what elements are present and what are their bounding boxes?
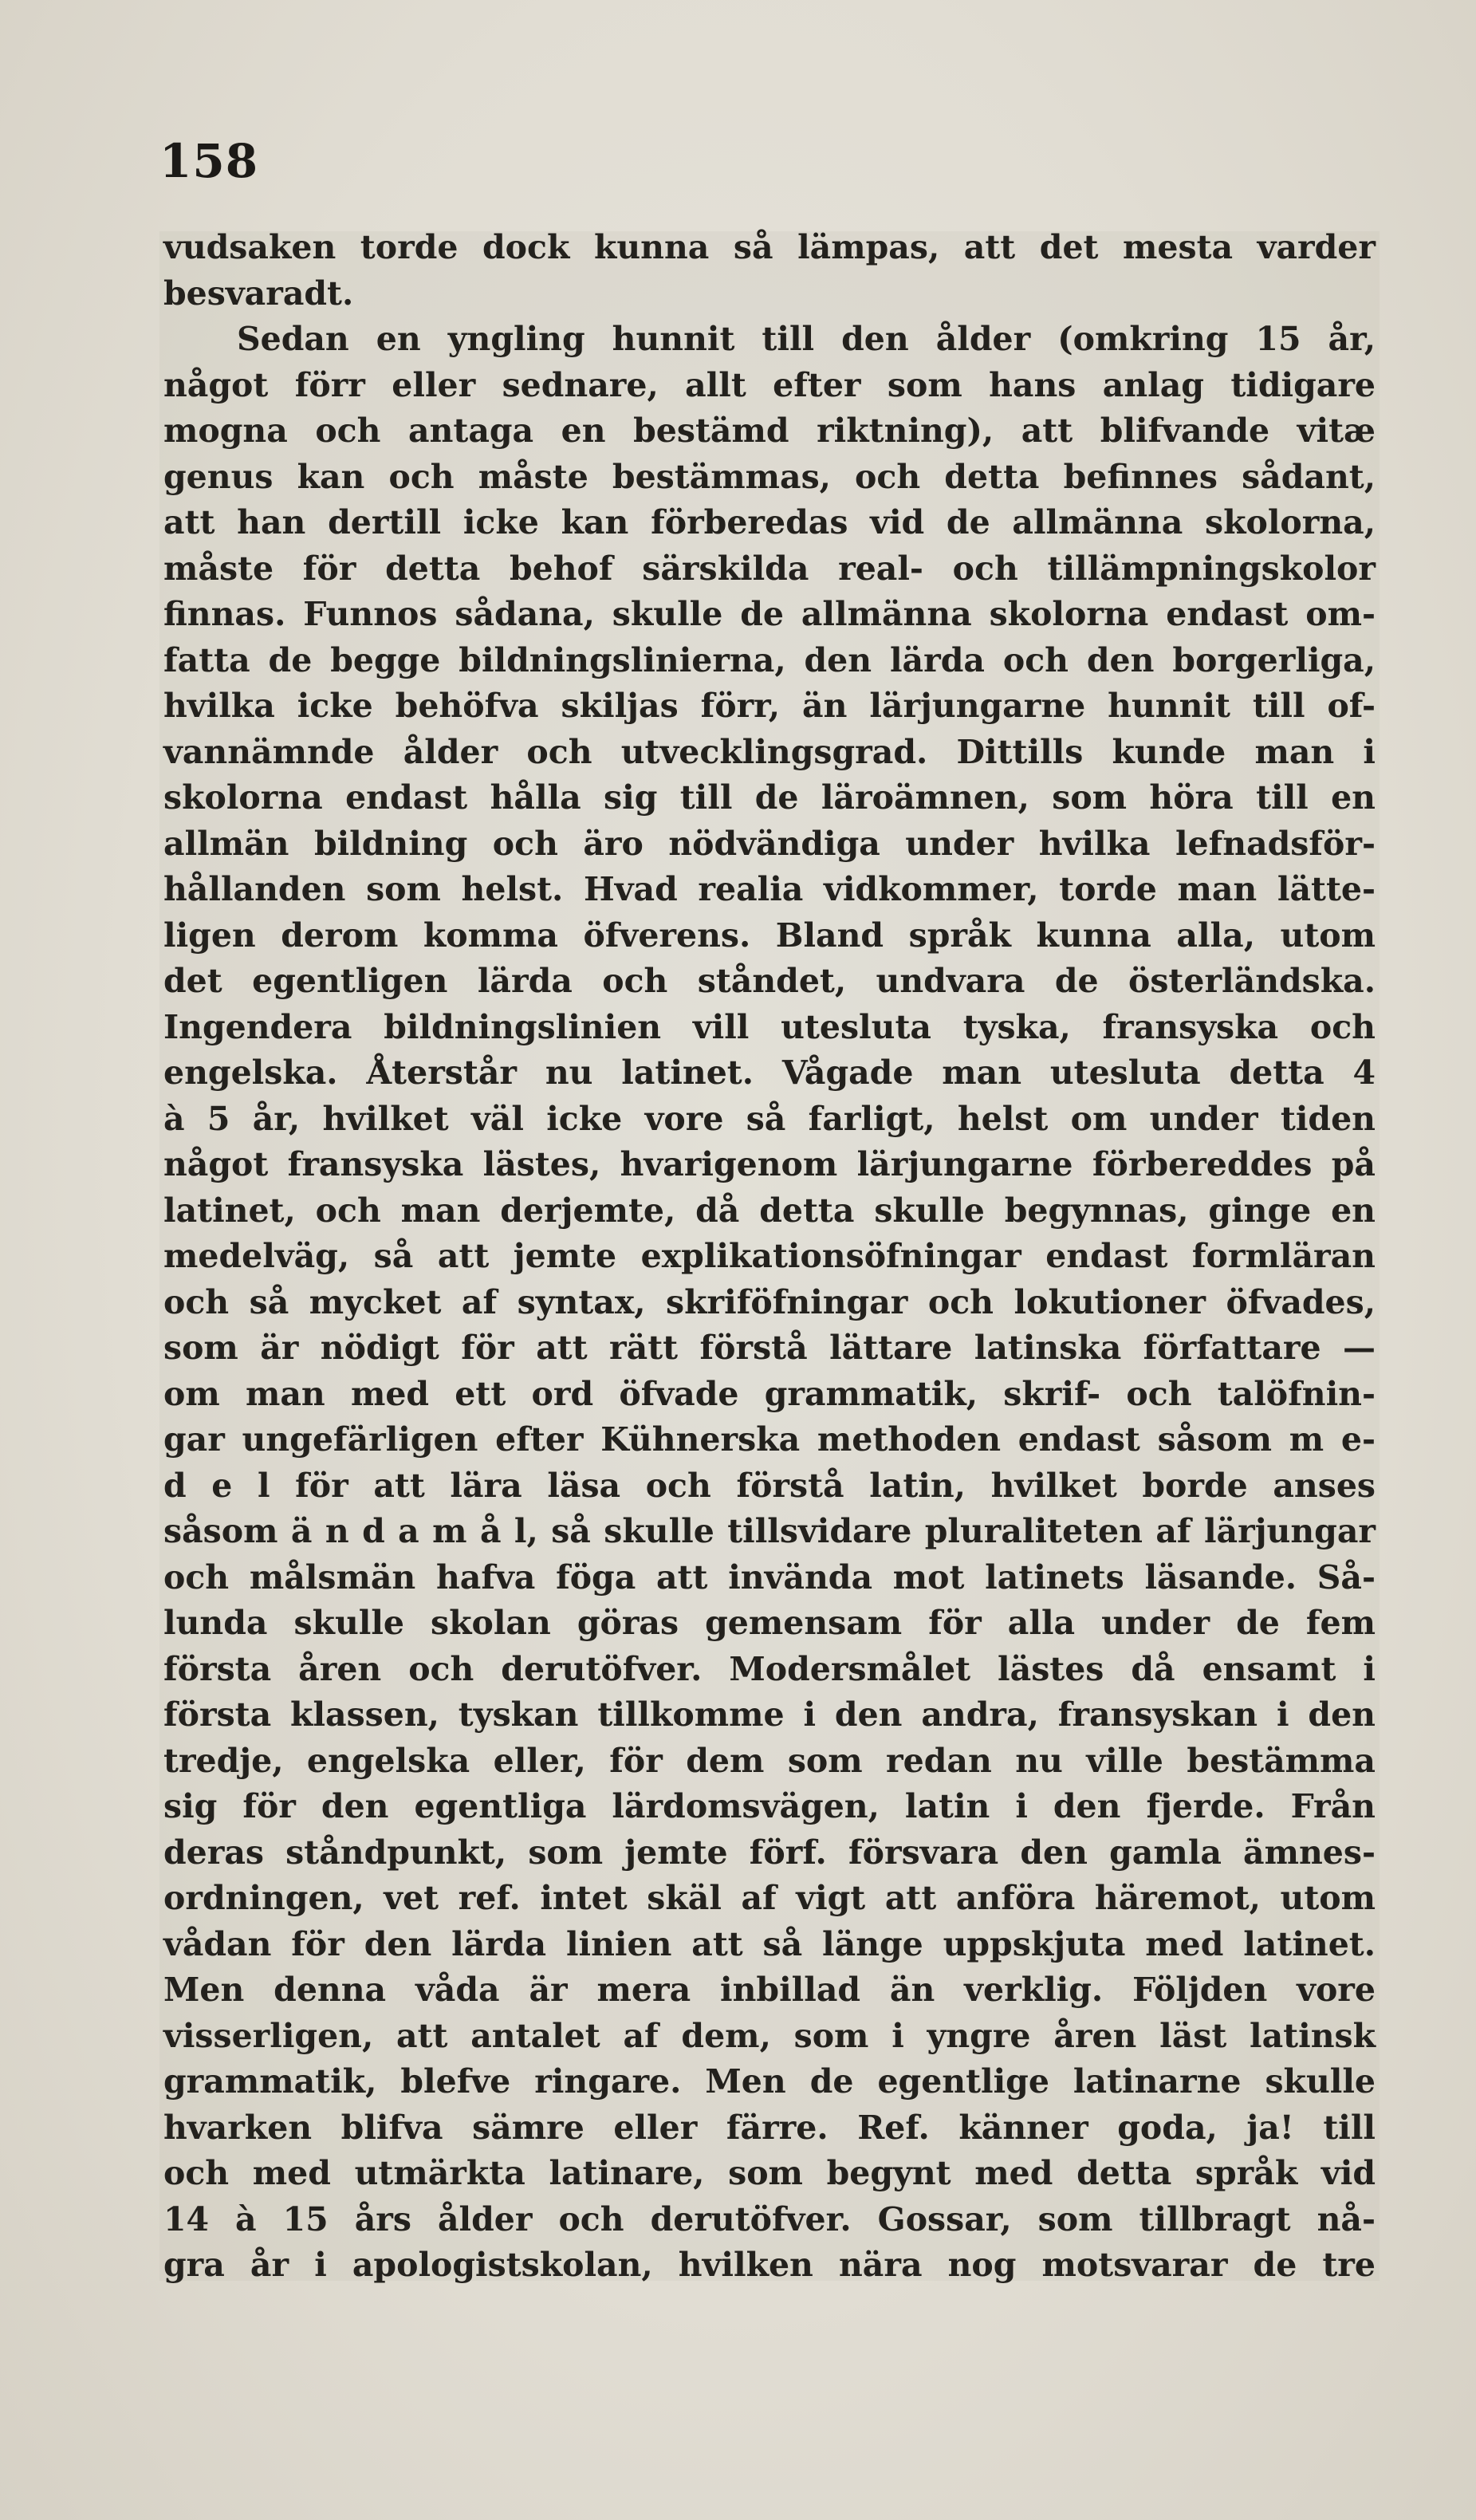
- text-line: skolorna endast hålla sig till de läroämnen, som höra till en: [163, 778, 1376, 817]
- text-line: ordningen, vet ref. intet skäl af vigt att anföra häremot, utom: [163, 1879, 1376, 1917]
- text-line: vudsaken torde dock kunna så lämpas, att det mesta varder: [163, 228, 1376, 266]
- text-line: vådan för den lärda linien att så länge uppskjuta med latinet.: [163, 1924, 1376, 1963]
- text-line: och målsmän hafva föga att invända mot latinets läsande. Så-: [163, 1557, 1376, 1597]
- text-line: deras ståndpunkt, som jemte förf. försvara den gamla ämnes-: [163, 1833, 1376, 1872]
- text-line: om man med ett ord öfvade grammatik, skrif- och talöfnin-: [163, 1374, 1376, 1413]
- text-line: latinet, och man derjemte, då detta skulle begynnas, ginge en: [163, 1191, 1376, 1230]
- text-line: 14 à 15 års ålder och derutöfver. Gossar, som tillbragt nå-: [163, 2199, 1376, 2238]
- text-line: hållanden som helst. Hvad realia vidkommer, torde man lätte-: [163, 870, 1376, 908]
- text-line: visserligen, att antalet af dem, som i yngre åren läst latinsk: [163, 2016, 1376, 2055]
- text-line: första åren och derutöfver. Modersmålet lästes då ensamt i: [163, 1649, 1376, 1688]
- text-line: att han dertill icke kan förberedas vid de allmänna skolorna,: [163, 503, 1376, 541]
- text-line: hvarken blifva sämre eller färre. Ref. känner goda, ja! till: [163, 2108, 1376, 2147]
- text-line: engelska. Återstår nu latinet. Vågade man utesluta detta 4: [163, 1053, 1376, 1092]
- text-line: som är nödigt för att rätt förstå lättare latinska författare —: [163, 1329, 1376, 1367]
- text-line: hvilka icke behöfva skiljas förr, än lärjungarne hunnit till of-: [163, 687, 1376, 725]
- text-line: sig för den egentliga lärdomsvägen, latin i den fjerde. Från: [163, 1787, 1376, 1825]
- text-line: gar ungefärligen efter Kühnerska methoden endast såsom m e-: [163, 1420, 1376, 1459]
- text-line: finnas. Funnos sådana, skulle de allmänna skolorna endast om-: [163, 595, 1376, 633]
- text-line: måste för detta behof särskilda real- och tillämpningskolor: [163, 549, 1376, 588]
- text-line: såsom ä n d a m å l, så skulle tillsvidare pluraliteten af lärjungar: [163, 1512, 1376, 1550]
- text-line: mogna och antaga en bestämd riktning), att blifvande vitæ: [163, 411, 1376, 450]
- text-line: tredje, engelska eller, för dem som redan nu ville bestämma: [163, 1741, 1376, 1780]
- text-line: ligen derom komma öfverens. Bland språk kunna alla, utom: [163, 915, 1376, 955]
- text-line: Sedan en yngling hunnit till den ålder (omkring 15 år,: [237, 320, 1376, 358]
- text-line: och så mycket af syntax, skriföfningar och lokutioner öfvades,: [163, 1282, 1376, 1321]
- text-line: lunda skulle skolan göras gemensam för alla under de fem: [163, 1604, 1376, 1642]
- text-line: fatta de begge bildningslinierna, den lärda och den borgerliga,: [163, 640, 1376, 679]
- text-line: något fransyska lästes, hvarigenom lärjungarne förbereddes på: [163, 1145, 1376, 1183]
- page-number: 158: [159, 134, 259, 188]
- text-line: vannämnde ålder och utvecklingsgrad. Dittills kunde man i: [163, 732, 1376, 771]
- text-line: Ingendera bildningslinien vill utesluta tyska, fransyska och: [163, 1007, 1376, 1046]
- body-text: [163, 225, 1376, 2289]
- text-line: första klassen, tyskan tillkomme i den andra, fransyskan i den: [163, 1695, 1376, 1734]
- text-line: Men denna våda är mera inbillad än verklig. Följden vore: [163, 1971, 1376, 2009]
- text-line: medelväg, så att jemte explikationsöfningar endast formläran: [163, 1237, 1376, 1275]
- text-line: och med utmärkta latinare, som begynt med detta språk vid: [163, 2154, 1376, 2192]
- text-line: d e l för att lära läsa och förstå latin, hvilket borde anses: [163, 1466, 1376, 1505]
- text-line: gra år i apologistskolan, hvilken nära nog motsvarar de tre: [163, 2246, 1376, 2284]
- text-line: genus kan och måste bestämmas, och detta befinnes sådant,: [163, 457, 1376, 496]
- text-line: besvaradt.: [163, 274, 354, 313]
- text-line: det egentligen lärda och ståndet, undvara de österländska.: [163, 962, 1376, 1000]
- text-line: något förr eller sednare, allt efter som hans anlag tidigare: [163, 365, 1376, 404]
- text-line: grammatik, blefve ringare. Men de egentlige latinarne skulle: [163, 2062, 1376, 2101]
- text-line: allmän bildning och äro nödvändiga under hvilka lefnadsför-: [163, 824, 1376, 863]
- text-line: à 5 år, hvilket väl icke vore så farligt, helst om under tiden: [163, 1099, 1376, 1138]
